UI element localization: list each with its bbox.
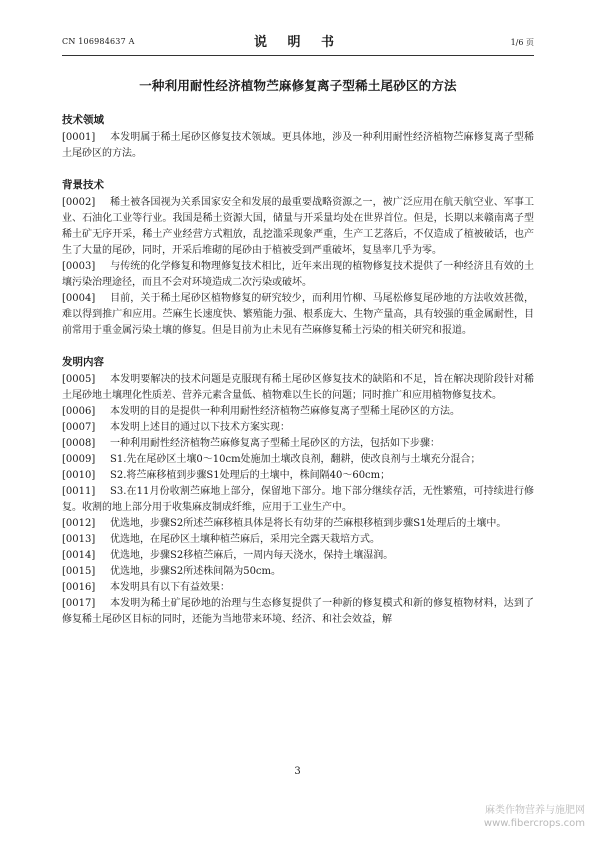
- watermark-site-name: 麻类作物营养与施肥网: [485, 805, 585, 816]
- paragraph-number: [0008]: [62, 438, 96, 449]
- paragraph: [62, 484, 534, 516]
- paragraph: [62, 452, 534, 468]
- paragraph-number: [0003]: [62, 261, 96, 272]
- document-body: [62, 110, 534, 628]
- paragraph-text: S3.在11月份收割苎麻地上部分，保留地下部分。地下部分继续存活，无性繁殖，可持续进行修复。收割的地上部分用于收集麻皮制成纤维，应用于工业生产中。: [62, 486, 534, 513]
- paragraph-number: [0010]: [62, 470, 96, 481]
- section-heading-technical-field: 技术领域: [62, 114, 104, 126]
- paragraph-number: [0007]: [62, 422, 96, 433]
- paragraph-text: 本发明具有以下有益效果：: [110, 582, 230, 593]
- paragraph-number: [0002]: [62, 197, 96, 208]
- patent-number: CN 106984637 A: [62, 37, 135, 46]
- paragraph: [62, 532, 534, 548]
- paragraph-text: 目前，关于稀土尾砂区植物修复的研究较少，而利用竹柳、马尾松修复尾砂地的方法收效甚微，难以得到推广和应用。苎麻生长速度快、繁殖能力强、根系庞大、生物产量高，具有较强的重金属耐性，目前常用于重金属污染土壤的修复。但是目前为止未见有苎麻修复稀土污染的相关研究和报道。: [62, 293, 534, 336]
- paragraph-text: S2.将苎麻移植到步骤S1处理后的土壤中，株间隔40～60cm；: [110, 470, 391, 481]
- paragraph: [62, 516, 534, 532]
- page-number: 3: [294, 766, 301, 777]
- paragraph: [62, 420, 534, 436]
- page-header: [62, 30, 534, 52]
- paragraph-text: S1.先在尾砂区土壤0～10cm处施加土壤改良剂，翻耕，使改良剂与土壤充分混合；: [110, 454, 481, 465]
- paragraph-text: 优选地，在尾砂区土壤种植苎麻后，采用完全露天栽培方式。: [110, 534, 380, 545]
- paragraph-number: [0004]: [62, 293, 96, 304]
- paragraph-number: [0013]: [62, 534, 96, 545]
- paragraph-number: [0006]: [62, 406, 96, 417]
- paragraph: [62, 195, 534, 259]
- paragraph-number: [0012]: [62, 518, 96, 529]
- paragraph-text: 本发明属于稀土尾砂区修复技术领域。更具体地，涉及一种利用耐性经济植物苎麻修复离子型稀土尾砂区的方法。: [62, 132, 534, 159]
- paragraph-number: [0016]: [62, 582, 96, 593]
- paragraph-text: 优选地，步骤S2移植苎麻后，一周内每天浇水，保持土壤湿润。: [110, 550, 394, 561]
- paragraph: [62, 130, 534, 162]
- section-heading-background: 背景技术: [62, 179, 104, 191]
- paragraph: [62, 468, 534, 484]
- paragraph: [62, 291, 534, 339]
- paragraph-number: [0014]: [62, 550, 96, 561]
- paragraph-text: 优选地，步骤S2所述苎麻移植具体是将长有幼芽的苎麻根移植到步骤S1处理后的土壤中。: [110, 518, 507, 529]
- paragraph: [62, 259, 534, 291]
- paragraph-text: 本发明为稀土矿尾砂地的治理与生态修复提供了一种新的修复模式和新的修复植物材料，达到了修复稀土尾砂区目标的同时，还能为当地带来环境、经济、和社会效益，解: [62, 598, 534, 625]
- paragraph-number: [0011]: [62, 486, 96, 497]
- paragraph-number: [0005]: [62, 374, 96, 385]
- paragraph: [62, 596, 534, 628]
- paragraph-number: [0001]: [62, 132, 96, 143]
- page-count: 1/6 页: [510, 38, 534, 47]
- paragraph-number: [0009]: [62, 454, 96, 465]
- paragraph-text: 稀土被各国视为关系国家安全和发展的最重要战略资源之一，被广泛应用在航天航空业、军事工业、石油化工业等行业。我国是稀土资源大国，储量与开采量均处在世界首位。但是，长期以来赣南离子型稀土矿无序开采，稀土产业经营方式粗放，乱挖滥采现象严重，生产工艺落后，不仅造成了植被破话，也产生了大量的尾砂，同时，开采后堆砌的尾砂由于植被受到严重破坏，复垦率几乎为零。: [62, 197, 534, 256]
- paragraph-text: 与传统的化学修复和物理修复技术相比，近年来出现的植物修复技术提供了一种经济且有效的土壤污染治理途径，而且不会对环境造成二次污染或破坏。: [62, 261, 534, 288]
- paragraph: [62, 580, 534, 596]
- site-watermark: [484, 804, 585, 830]
- paragraph: [62, 548, 534, 564]
- paragraph: [62, 372, 534, 404]
- paragraph: [62, 404, 534, 420]
- paragraph-text: 本发明上述目的通过以下技术方案实现：: [110, 422, 290, 433]
- section-heading-summary: 发明内容: [62, 356, 104, 368]
- header-rule: [62, 55, 534, 56]
- paragraph-number: [0015]: [62, 566, 96, 577]
- paragraph-text: 优选地，步骤S2所述株间隔为50cm。: [110, 566, 282, 577]
- document-title: 一种利用耐性经济植物苎麻修复离子型稀土尾砂区的方法: [139, 78, 457, 93]
- paragraph-text: 本发明要解决的技术问题是克服现有稀土尾砂区修复技术的缺陷和不足，旨在解决现阶段针对稀土尾砂地土壤理化性质差、营养元素含量低、植物难以生长的问题；同时推广和应用植物修复技术。: [62, 374, 534, 401]
- paragraph-number: [0017]: [62, 598, 96, 609]
- document-type: 说 明 书: [253, 35, 343, 50]
- paragraph: [62, 564, 534, 580]
- watermark-url: www.fibercrops.com: [483, 818, 585, 829]
- paragraph-text: 本发明的目的是提供一种利用耐性经济植物苎麻修复离子型稀土尾砂区的方法。: [110, 406, 460, 417]
- paragraph-text: 一种利用耐性经济植物苎麻修复离子型稀土尾砂区的方法，包括如下步骤：: [110, 438, 440, 449]
- paragraph: [62, 436, 534, 452]
